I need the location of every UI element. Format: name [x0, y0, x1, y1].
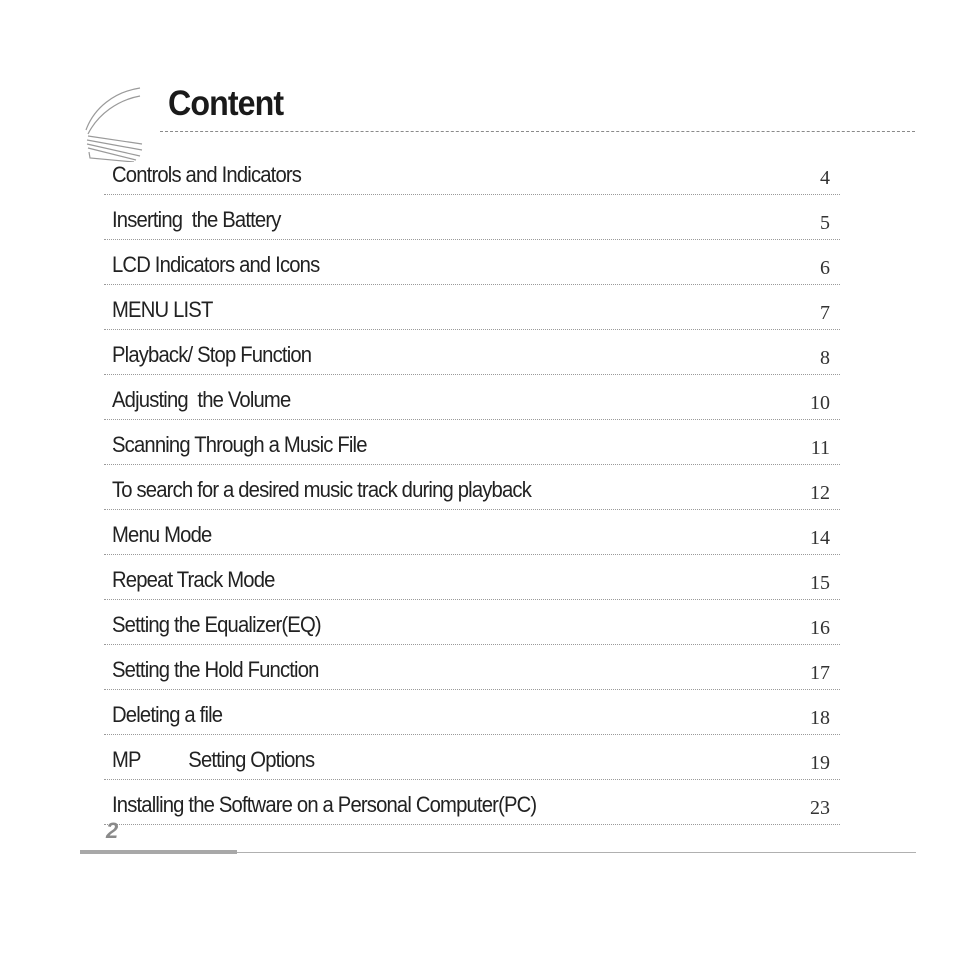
- toc-entry-title: MENU LIST: [112, 297, 213, 322]
- toc-entry-page: 16: [810, 617, 830, 639]
- table-of-contents: [104, 150, 840, 825]
- toc-entry-title: Repeat Track Mode: [112, 567, 275, 592]
- footer-divider: [237, 852, 916, 853]
- toc-entry[interactable]: [104, 375, 840, 420]
- toc-entry[interactable]: [104, 285, 840, 330]
- toc-entry-title: Deleting a file: [112, 702, 223, 727]
- toc-entry[interactable]: [104, 510, 840, 555]
- toc-entry[interactable]: [104, 420, 840, 465]
- toc-entry-title: Scanning Through a Music File: [112, 432, 367, 457]
- toc-entry-page: 19: [810, 752, 830, 774]
- toc-entry-page: 5: [820, 212, 830, 234]
- toc-entry-page: 18: [810, 707, 830, 729]
- title-divider: [160, 131, 915, 132]
- toc-entry-title: MP Setting Options: [112, 747, 315, 772]
- toc-entry[interactable]: [104, 600, 840, 645]
- toc-entry[interactable]: [104, 690, 840, 735]
- toc-entry[interactable]: [104, 735, 840, 780]
- toc-entry-title: LCD Indicators and Icons: [112, 252, 320, 277]
- toc-entry[interactable]: [104, 330, 840, 375]
- toc-entry[interactable]: [104, 465, 840, 510]
- toc-entry-page: 14: [810, 527, 830, 549]
- toc-entry[interactable]: [104, 555, 840, 600]
- toc-entry[interactable]: [104, 780, 840, 825]
- toc-entry-page: 8: [820, 347, 830, 369]
- toc-entry-title: Controls and Indicators: [112, 162, 302, 187]
- toc-entry-title: Inserting the Battery: [112, 207, 281, 232]
- toc-entry-page: 4: [820, 167, 830, 189]
- toc-entry-page: 17: [810, 662, 830, 684]
- page-title: Content: [168, 84, 284, 123]
- toc-entry-title: Menu Mode: [112, 522, 212, 547]
- toc-entry-page: 23: [810, 797, 830, 819]
- toc-entry-title: Playback/ Stop Function: [112, 342, 312, 367]
- toc-entry-title: Setting the Equalizer(EQ): [112, 612, 321, 637]
- toc-entry-page: 12: [810, 482, 830, 504]
- toc-entry-page: 6: [820, 257, 830, 279]
- toc-entry-page: 11: [810, 437, 830, 459]
- toc-entry-page: 7: [820, 302, 830, 324]
- toc-entry-page: 15: [810, 572, 830, 594]
- toc-entry[interactable]: [104, 240, 840, 285]
- toc-entry[interactable]: [104, 150, 840, 195]
- toc-entry-title: Installing the Software on a Personal Computer(PC): [112, 792, 537, 817]
- toc-entry-title: To search for a desired music track during playback: [112, 477, 532, 502]
- page-number: 2: [106, 818, 119, 843]
- toc-entry-title: Setting the Hold Function: [112, 657, 319, 682]
- toc-entry[interactable]: [104, 195, 840, 240]
- footer-accent-bar: [80, 850, 237, 854]
- toc-entry[interactable]: [104, 645, 840, 690]
- toc-entry-page: 10: [810, 392, 830, 414]
- toc-entry-title: Adjusting the Volume: [112, 387, 291, 412]
